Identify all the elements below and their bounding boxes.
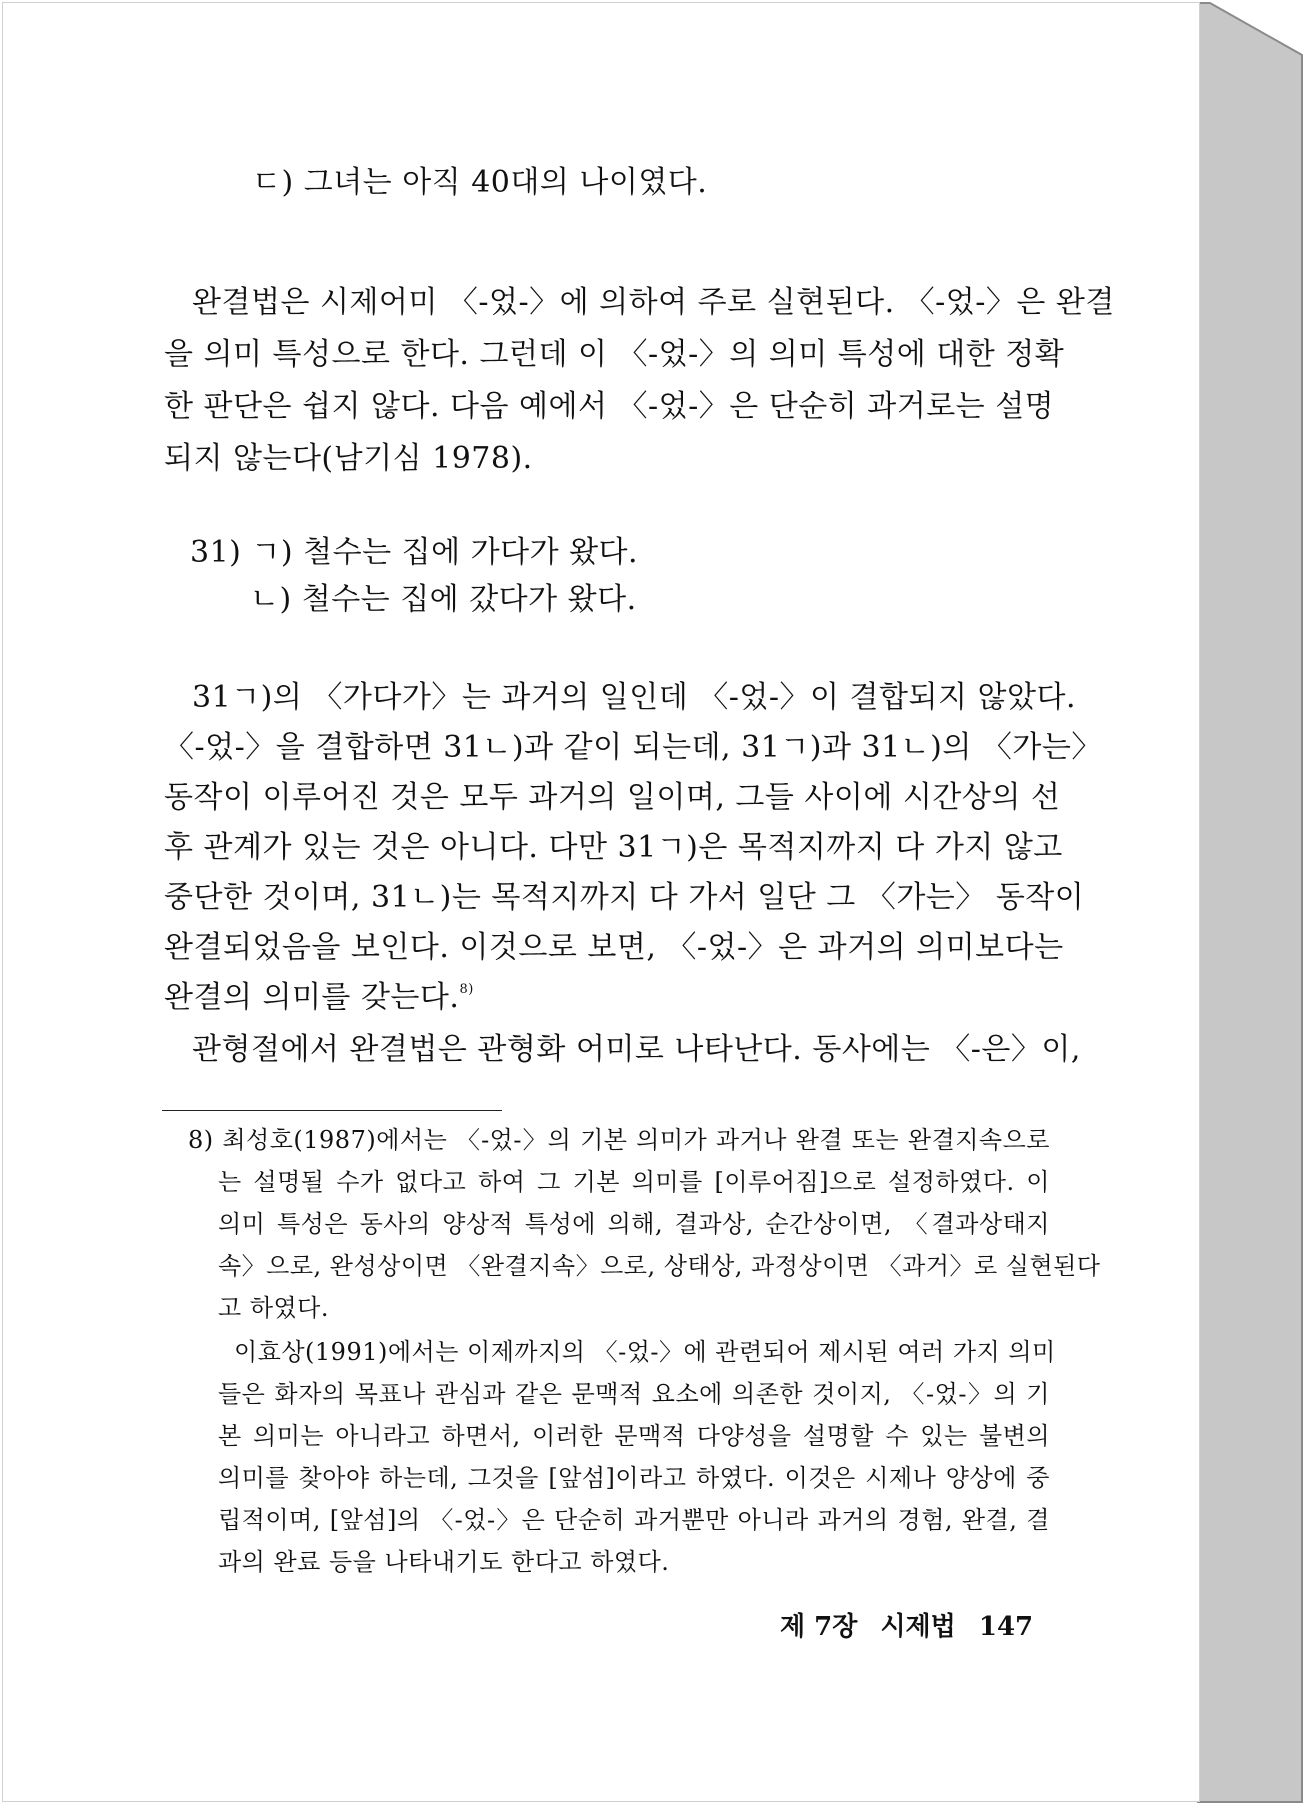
chapter-label: 제 7장 [780,1612,858,1642]
text-line: 한 판단은 쉽지 않다. 다음 예에서 〈-었-〉은 단순히 과거로는 설명 [164,389,1055,424]
example-31b: ㄴ) 철수는 집에 갔다가 왔다. [250,582,637,617]
footnote-line: 립적이며, [앞섬]의 〈-었-〉은 단순히 과거뿐만 아니라 과거의 경험, 완결, 결 [218,1506,1050,1534]
text-line: 후 관계가 있는 것은 아니다. 다만 31ㄱ)은 목적지까지 다 가지 않고 [164,830,1063,865]
text-line: 되지 않는다(남기심 1978). [164,441,533,476]
footnote-reference: 8) [459,982,474,997]
footnote-divider [162,1110,502,1111]
footnote-line: 는 설명될 수가 없다고 하여 그 기본 의미를 [이루어짐]으로 설정하였다. 이 [218,1168,1050,1196]
text-span: 완결의 의미를 갖는다. [164,980,460,1015]
text-line: 〈-었-〉을 결합하면 31ㄴ)과 같이 되는데, 31ㄱ)과 31ㄴ)의 〈가는〉 [164,730,1102,765]
footnote-line: 이효상(1991)에서는 이제까지의 〈-었-〉에 관련되어 제시된 여러 가지 의미 [234,1338,1056,1366]
footnote-line: 과의 완료 등을 나타내기도 한다고 하였다. [218,1548,670,1576]
footnote-line: 의미 특성은 동사의 양상적 특성에 의해, 결과상, 순간상이면, 〈결과상태지 [218,1210,1050,1238]
text-line: 중단한 것이며, 31ㄴ)는 목적지까지 다 가서 일단 그 〈가는〉 동작이 [164,880,1085,915]
text-line: 동작이 이루어진 것은 모두 과거의 일이며, 그들 사이에 시간상의 선 [164,780,1061,815]
footnote-line: 의미를 찾아야 하는데, 그것을 [앞섬]이라고 하였다. 이것은 시제나 양상에 중 [218,1464,1050,1492]
footnote-line: 속〉으로, 완성상이면 〈완결지속〉으로, 상태상, 과정상이면 〈과거〉로 실현된다 [218,1252,1101,1280]
footnote-line: 고 하였다. [218,1294,329,1322]
text-line: 완결되었음을 보인다. 이것으로 보면, 〈-었-〉은 과거의 의미보다는 [164,930,1064,965]
text-line: 완결법은 시제어미 〈-었-〉에 의하여 주로 실현된다. 〈-었-〉은 완결 [192,285,1115,320]
text-line: 31ㄱ)의 〈가다가〉는 과거의 일인데 〈-었-〉이 결합되지 않았다. [192,680,1076,715]
text-line [164,980,474,1015]
paragraph-3: 관형절에서 완결법은 관형화 어미로 나타난다. 동사에는 〈-은〉이, [192,1032,1081,1067]
example-30c: ㄷ) 그녀는 아직 40대의 나이였다. [252,165,708,200]
page-footer [780,1606,1047,1643]
footnote-line: 본 의미는 아니라고 하면서, 이러한 문맥적 다양성을 설명할 수 있는 불변의 [218,1422,1050,1450]
chapter-title: 시제법 [880,1612,956,1642]
footnote-line: 들은 화자의 목표나 관심과 같은 문맥적 요소에 의존한 것이지, 〈-었-〉의 기 [218,1380,1050,1408]
page-number: 147 [978,1612,1034,1642]
footnote-line: 8) 최성호(1987)에서는 〈-었-〉의 기본 의미가 과거나 완결 또는 완결지속으로 [188,1126,1050,1154]
text-line: 을 의미 특성으로 한다. 그런데 이 〈-었-〉의 의미 특성에 대한 정확 [164,337,1065,372]
example-31a: 31) ㄱ) 철수는 집에 가다가 왔다. [190,535,639,570]
